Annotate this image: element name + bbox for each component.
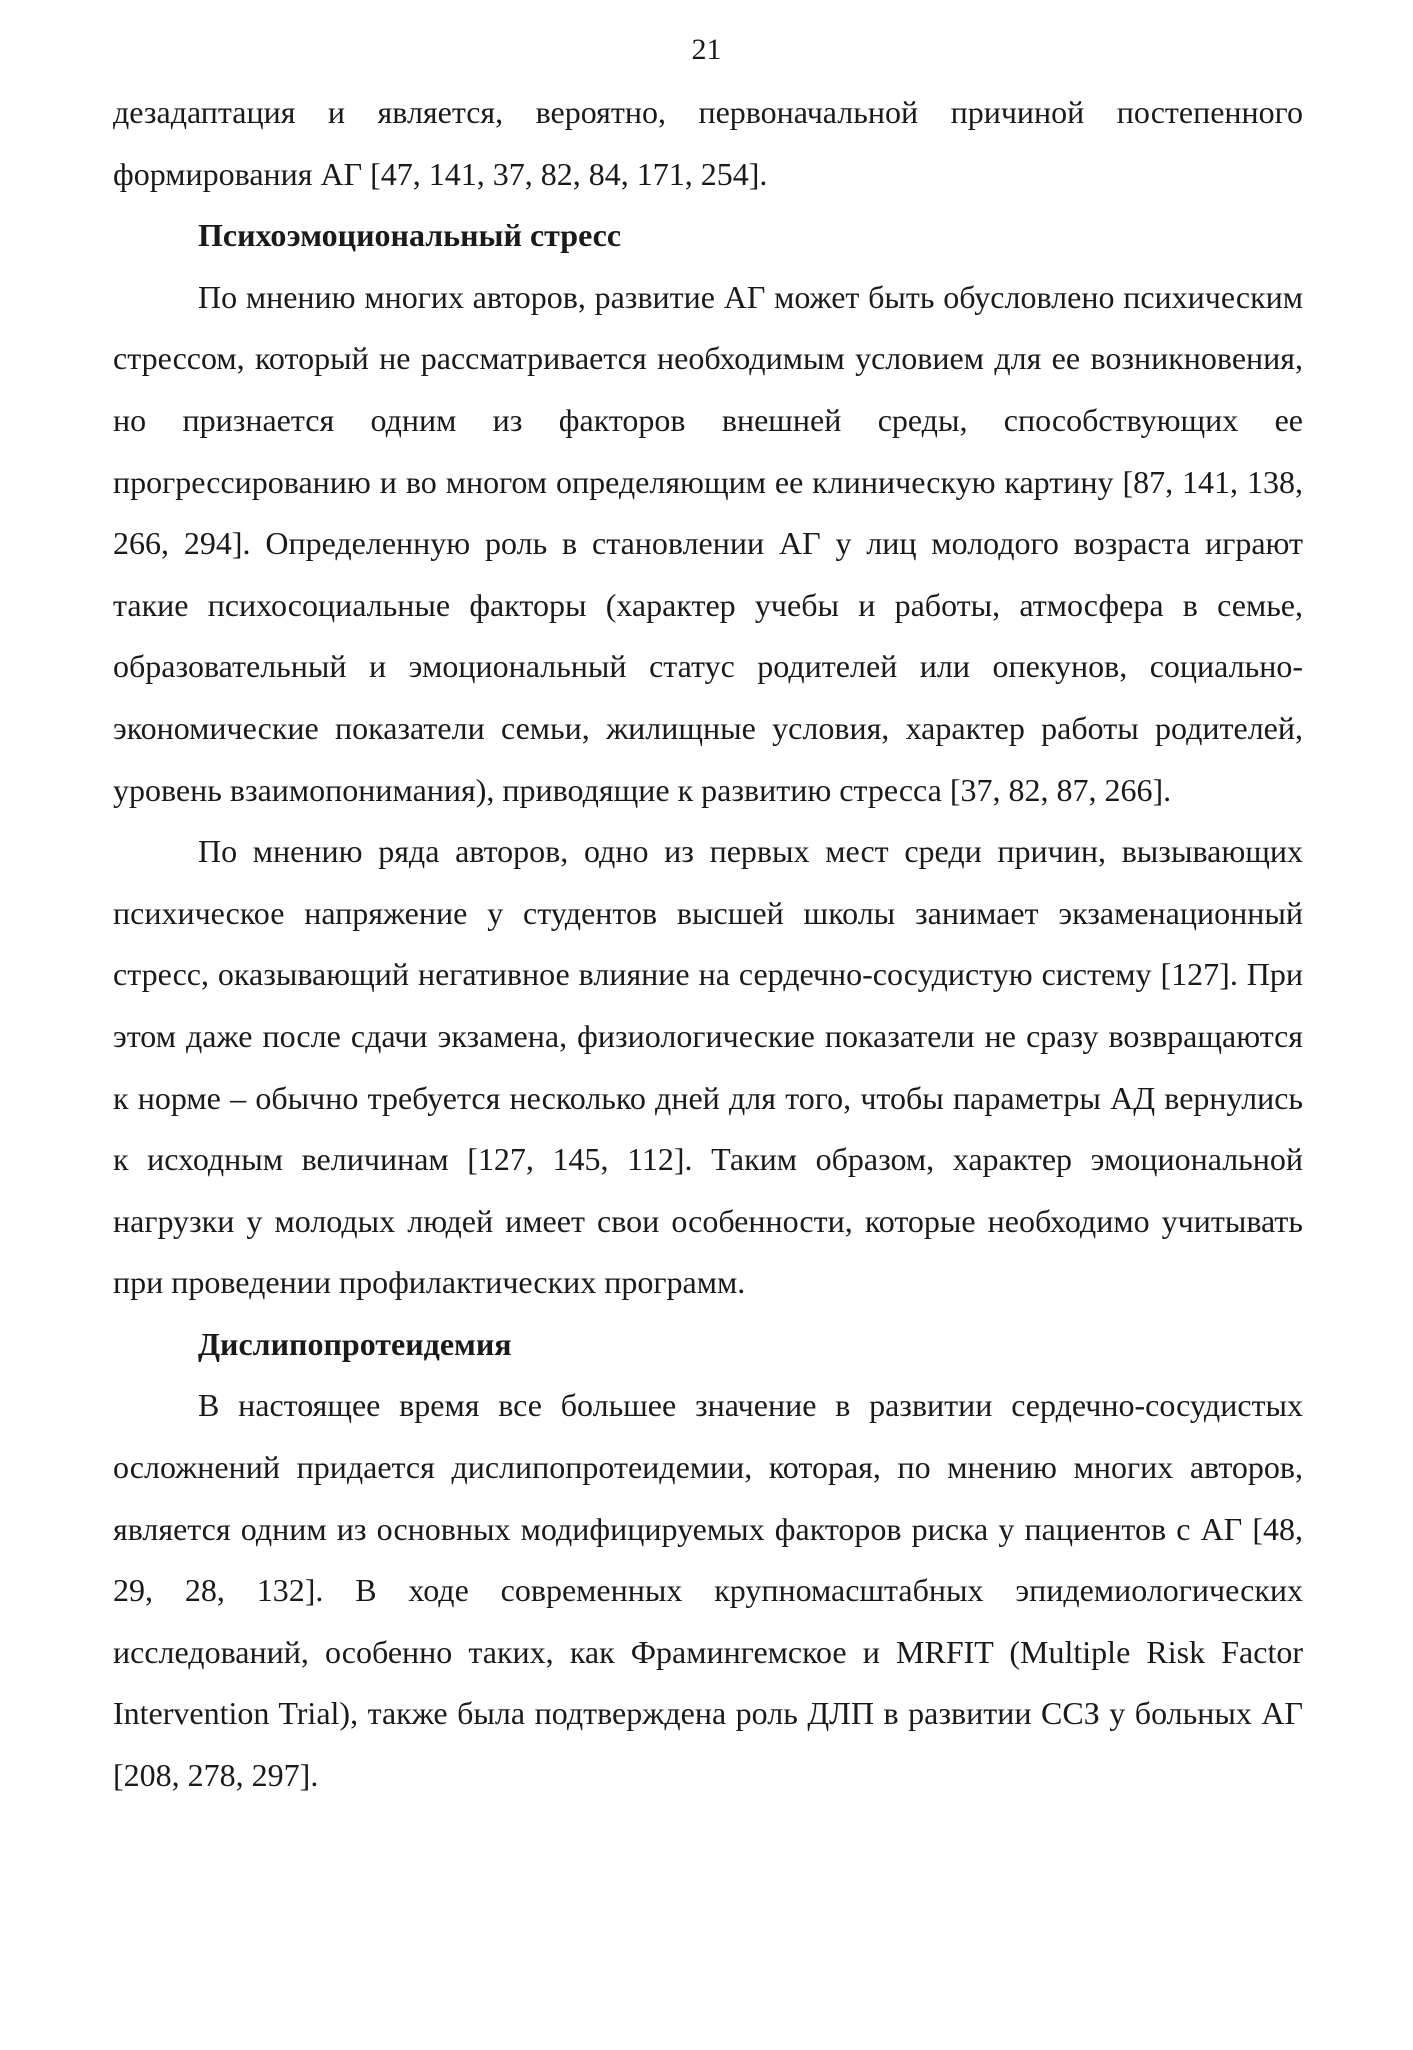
paragraph-continuation: дезадаптация и является, вероятно, первоначальной причиной постепенного формирования АГ [47, 141, 37, 82, 84, 171, 254].	[113, 94, 1303, 192]
paragraph-stress-authors: По мнению многих авторов, развитие АГ может быть обусловлено психическим стрессом, который не рассматривается необходимым условием для ее возникновения, но признается одним из факторов внешней среды, способствующих ее прогрессированию и во многом определяющим ее клиническую картину [87, 141, 138, 266, 294]. Определенную роль в становлении АГ у лиц молодого возраста играют такие психосоциальные факторы (характер учебы и работы, атмосфера в семье, образовательный и эмоциональный статус родителей или опекунов, социально-экономические показатели семьи, жилищные условия, характер работы родителей, уровень взаимопонимания), приводящие к развитию стресса [37, 82, 87, 266].	[113, 278, 1303, 808]
page-number: 21	[691, 33, 722, 66]
paragraph-dyslipoproteinemia: В настоящее время все большее значение в развитии сердечно-сосудистых осложнений придается дислипопротеидемии, которая, по мнению многих авторов, является одним из основных модифицируемых факторов риска у пациентов с АГ [48, 29, 28, 132]. В ходе современных крупномасштабных эпидемиологических исследований, особенно таких, как Фрамингемское и MRFIT (Multiple Risk Factor Intervention Trial), также была подтверждена роль ДЛП в развитии ССЗ у больных АГ [208, 278, 297].	[113, 1387, 1303, 1794]
section-heading-dyslipoproteinemia: Дислипопротеидемия	[198, 1325, 512, 1362]
section-heading-stress: Психоэмоциональный стресс	[198, 217, 622, 254]
paragraph-exam-stress: По мнению ряда авторов, одно из первых мест среди причин, вызывающих психическое напряжение у студентов высшей школы занимает экзаменационный стресс, оказывающий негативное влияние на сердечно-сосудистую систему [127]. При этом даже после сдачи экзамена, физиологические показатели не сразу возвращаются к норме – обычно требуется несколько дней для того, чтобы параметры АД вернулись к исходным величинам [127, 145, 112]. Таким образом, характер эмоциональной нагрузки у молодых людей имеет свои особенности, которые необходимо учитывать при проведении профилактических программ.	[113, 833, 1303, 1301]
body-text	[113, 82, 1303, 1807]
